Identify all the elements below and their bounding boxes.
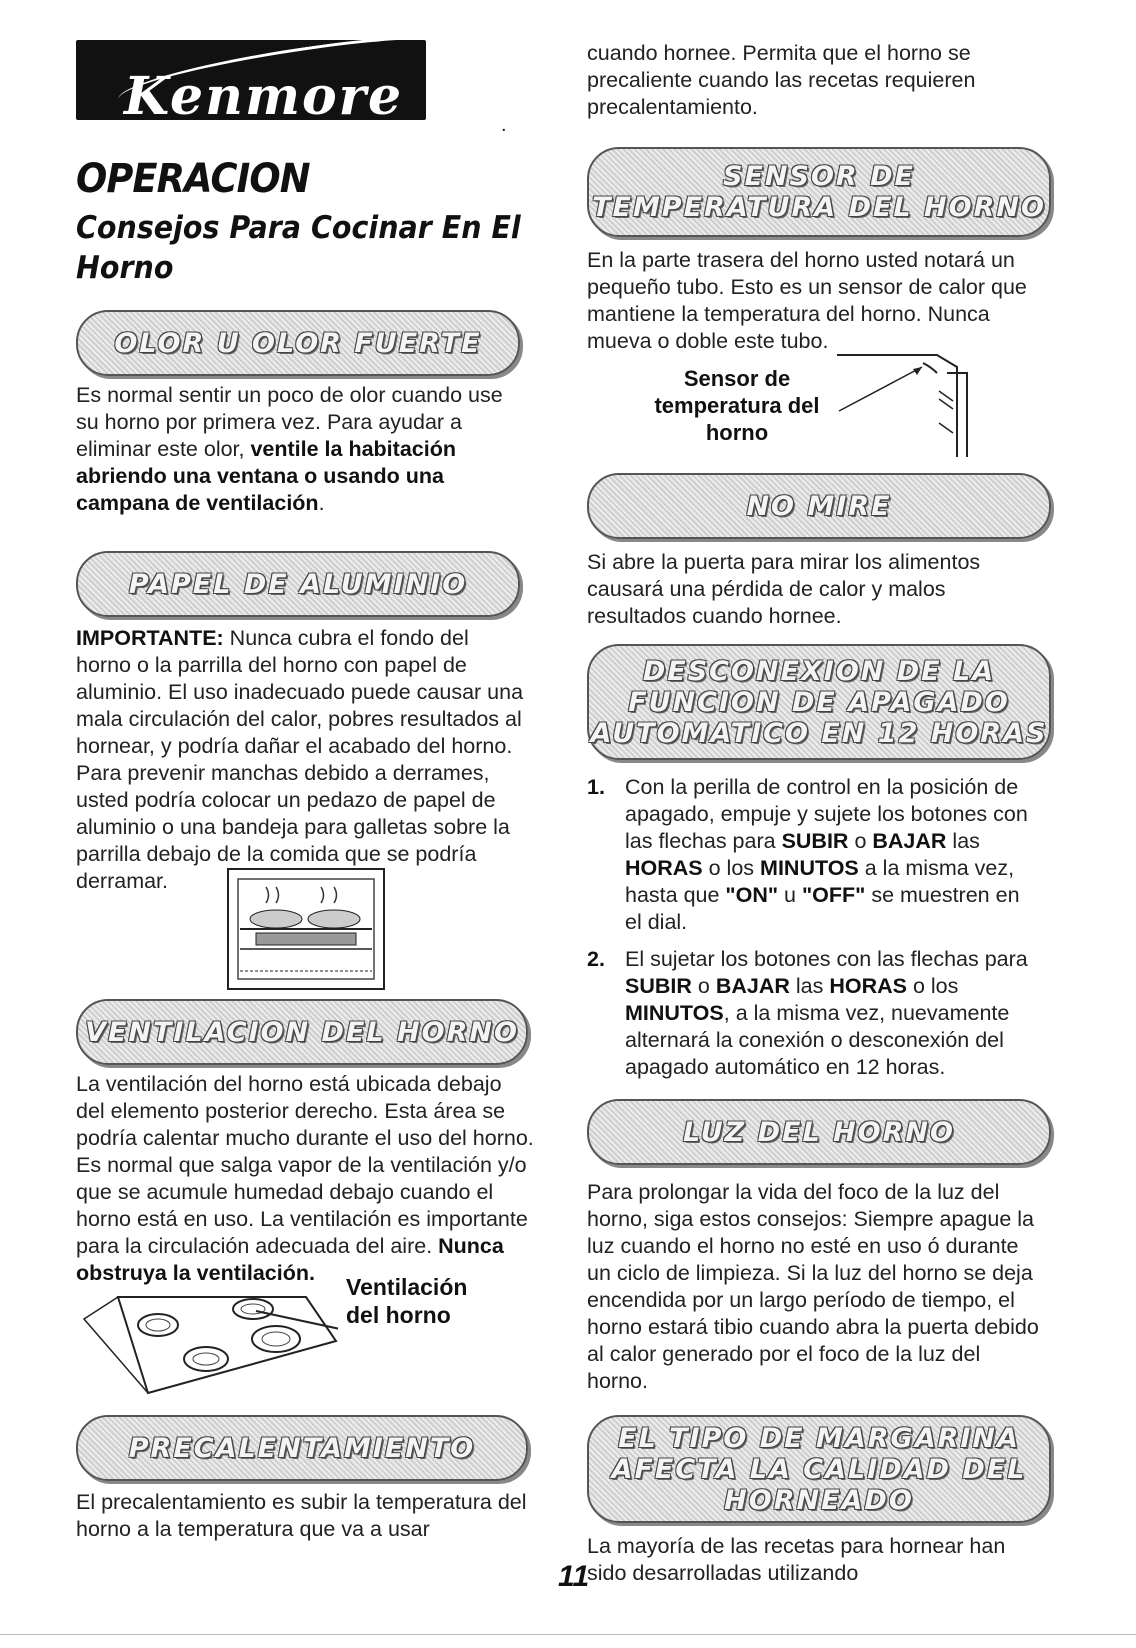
bottom-rule bbox=[0, 1634, 1136, 1635]
heading-desconexion-line1: DESCONEXION DE LA bbox=[642, 655, 996, 687]
heading-sensor-text bbox=[592, 161, 1046, 223]
olor-text: Es normal sentir un poco de olor cuando use su horno por primera vez. Para ayudar a eliminar este olor, bbox=[76, 383, 503, 461]
papel-important: IMPORTANTE: bbox=[76, 626, 224, 650]
heading-papel bbox=[76, 551, 520, 617]
cooktop-illustration bbox=[78, 1289, 338, 1399]
vent-label-line2: del horno bbox=[346, 1302, 451, 1328]
step-2-number: 2. bbox=[587, 947, 605, 971]
heading-olor bbox=[76, 310, 520, 376]
margarina-paragraph: La mayoría de las recetas para hornear han sido desarrolladas utilizando bbox=[587, 1534, 1006, 1585]
heading-desconexion-text bbox=[591, 656, 1048, 749]
heading-desconexion-line3: AUTOMATICO EN 12 HORAS bbox=[590, 717, 1048, 749]
page-title: OPERACION bbox=[76, 156, 310, 202]
step-1-text-k: u bbox=[778, 883, 802, 907]
step-2-text-a: El sujetar los botones con las flechas para bbox=[625, 947, 1028, 971]
heading-olor-text: OLOR U OLOR FUERTE bbox=[114, 327, 482, 359]
precalentamiento-paragraph: El precalentamiento es subir la temperatura del horno a la temperatura que va a usar bbox=[76, 1490, 527, 1541]
page-number: 11 bbox=[558, 1560, 590, 1593]
step-1-off: "OFF" bbox=[801, 883, 866, 907]
olor-bold-text: ventile la habitación abriendo una ventana o usando una campana de ventilación bbox=[76, 437, 456, 515]
heading-luz-text: LUZ DEL HORNO bbox=[683, 1116, 955, 1148]
sensor-label-line3: horno bbox=[705, 420, 769, 445]
olor-paragraph bbox=[76, 382, 526, 517]
step-1-minutos: MINUTOS bbox=[760, 856, 859, 880]
heading-ventilacion bbox=[76, 999, 528, 1065]
step-1-text-e: las bbox=[946, 829, 980, 853]
right-column bbox=[587, 40, 1062, 1587]
logo-wordmark: Kenmore bbox=[124, 66, 404, 120]
ventilacion-text: La ventilación del horno está ubicada debajo del elemento posterior derecho. Esta área se podría calentar mucho durante el uso del horno. Es normal que salga vapor de la ventilación y/o que se acumule humedad debajo cuando el horno está en uso. La ventilación es importante para la circulación adecuada del aire. bbox=[76, 1072, 534, 1258]
heading-margarina-text bbox=[612, 1423, 1027, 1516]
step-2-text-c: o bbox=[691, 974, 716, 998]
page-subtitle: Consejos Para Cocinar En El Horno bbox=[76, 210, 521, 286]
no-mire-paragraph: Si abre la puerta para mirar los alimentos causará una pérdida de calor y malos resultados cuando hornee. bbox=[587, 550, 981, 628]
step-1-on: "ON" bbox=[725, 883, 779, 907]
left-column bbox=[76, 40, 551, 1543]
step-1-text-m: se muestren en el dial. bbox=[625, 883, 1020, 934]
heading-desconexion-line2: FUNCION DE APAGADO bbox=[628, 686, 1010, 718]
papel-text: Nunca cubra el fondo del horno o la parrilla del horno con papel de aluminio. El uso inadecuado puede causar una mala circulación del calor, pobres resultados al hornear, y podría dañar el acabado del horno. Para prevenir manchas debido a derrames, usted podría colocar un pedazo de papel de aluminio o una bandeja para galletas sobre la parrilla debajo de la comida que se podría derramar. bbox=[76, 626, 524, 893]
heading-sensor-line2: TEMPERATURA DEL HORNO bbox=[592, 192, 1046, 223]
kenmore-logo bbox=[76, 40, 426, 120]
step-1-text-i: a la misma vez, hasta que bbox=[625, 856, 1015, 907]
heading-margarina bbox=[587, 1415, 1051, 1523]
step-1-subir: SUBIR bbox=[781, 829, 849, 853]
vent-label-line1: Ventilación bbox=[346, 1274, 468, 1300]
step-1-horas: HORAS bbox=[625, 856, 703, 880]
heading-sensor bbox=[587, 147, 1051, 237]
desconexion-steps bbox=[587, 774, 1042, 1081]
step-2-text-e: las bbox=[789, 974, 830, 998]
step-2-minutos: MINUTOS bbox=[625, 1001, 724, 1025]
heading-luz bbox=[587, 1099, 1051, 1165]
step-1-bajar: BAJAR bbox=[872, 829, 947, 853]
vent-figure-label bbox=[346, 1273, 467, 1329]
ventilacion-paragraph bbox=[76, 1071, 536, 1287]
step-2-bajar: BAJAR bbox=[715, 974, 790, 998]
sensor-figure-label bbox=[617, 365, 857, 446]
logo-dot: . bbox=[501, 114, 507, 136]
step-2-text-g: o los bbox=[906, 974, 959, 998]
heading-precalentamiento bbox=[76, 1415, 528, 1481]
oven-figure-area bbox=[76, 867, 551, 985]
sensor-figure-area bbox=[587, 359, 1062, 469]
cooktop-figure-area bbox=[76, 1274, 551, 1405]
sensor-label-line2: temperatura del bbox=[654, 393, 820, 418]
heading-sensor-line1: SENSOR DE bbox=[723, 161, 915, 192]
heading-ventilacion-text: VENTILACION DEL HORNO bbox=[85, 1016, 519, 1048]
heading-precalentamiento-text: PRECALENTAMIENTO bbox=[128, 1432, 476, 1464]
step-2-horas: HORAS bbox=[829, 974, 907, 998]
heading-margarina-line1: EL TIPO DE MARGARINA bbox=[618, 1422, 1020, 1454]
olor-end: . bbox=[318, 491, 325, 515]
continued-paragraph: cuando hornee. Permita que el horno se precaliente cuando las recetas requieren precalentamiento. bbox=[587, 41, 976, 119]
sensor-label-line1: Sensor de bbox=[683, 366, 791, 391]
step-1-text-g: o los bbox=[702, 856, 761, 880]
step-1-text-c: o bbox=[848, 829, 873, 853]
step-1 bbox=[587, 774, 1042, 936]
luz-paragraph: Para prolongar la vida del foco de la luz del horno, siga estos consejos: Siempre apague la luz cuando el horno no esté en uso ó durante un ciclo de limpieza. Si la luz del horno se deja encendida por un largo período de tiempo, el horno estará tibio cuando abra la puerta debido al calor generado por el foco de la luz del horno. bbox=[587, 1180, 1039, 1393]
step-2-text-i: , a la misma vez, nuevamente alternará la conexión o desconexión del apagado automático en 12 horas. bbox=[625, 1001, 1010, 1079]
step-1-text-a: Con la perilla de control en la posición de apagado, empuje y sujete los botones con las flechas para bbox=[625, 775, 1028, 853]
heading-desconexion bbox=[587, 644, 1051, 760]
heading-margarina-line2: AFECTA LA CALIDAD DEL bbox=[611, 1453, 1027, 1485]
heading-papel-text: PAPEL DE ALUMINIO bbox=[128, 568, 468, 600]
step-2-subir: SUBIR bbox=[625, 974, 692, 998]
step-2 bbox=[587, 946, 1042, 1081]
oven-interior-illustration bbox=[226, 867, 386, 992]
sensor-tube-illustration bbox=[827, 351, 987, 461]
papel-paragraph bbox=[76, 625, 526, 895]
ventilacion-bold-text: Nunca obstruya la ventilación. bbox=[76, 1234, 504, 1285]
step-1-number: 1. bbox=[587, 775, 605, 799]
heading-no-mire bbox=[587, 473, 1051, 539]
sensor-paragraph: En la parte trasera del horno usted notará un pequeño tubo. Esto es un sensor de calor que mantiene la temperatura del horno. Nunca mueva o doble este tubo. bbox=[587, 248, 1027, 353]
heading-no-mire-text: NO MIRE bbox=[746, 490, 892, 522]
heading-margarina-line3: HORNEADO bbox=[724, 1484, 914, 1516]
